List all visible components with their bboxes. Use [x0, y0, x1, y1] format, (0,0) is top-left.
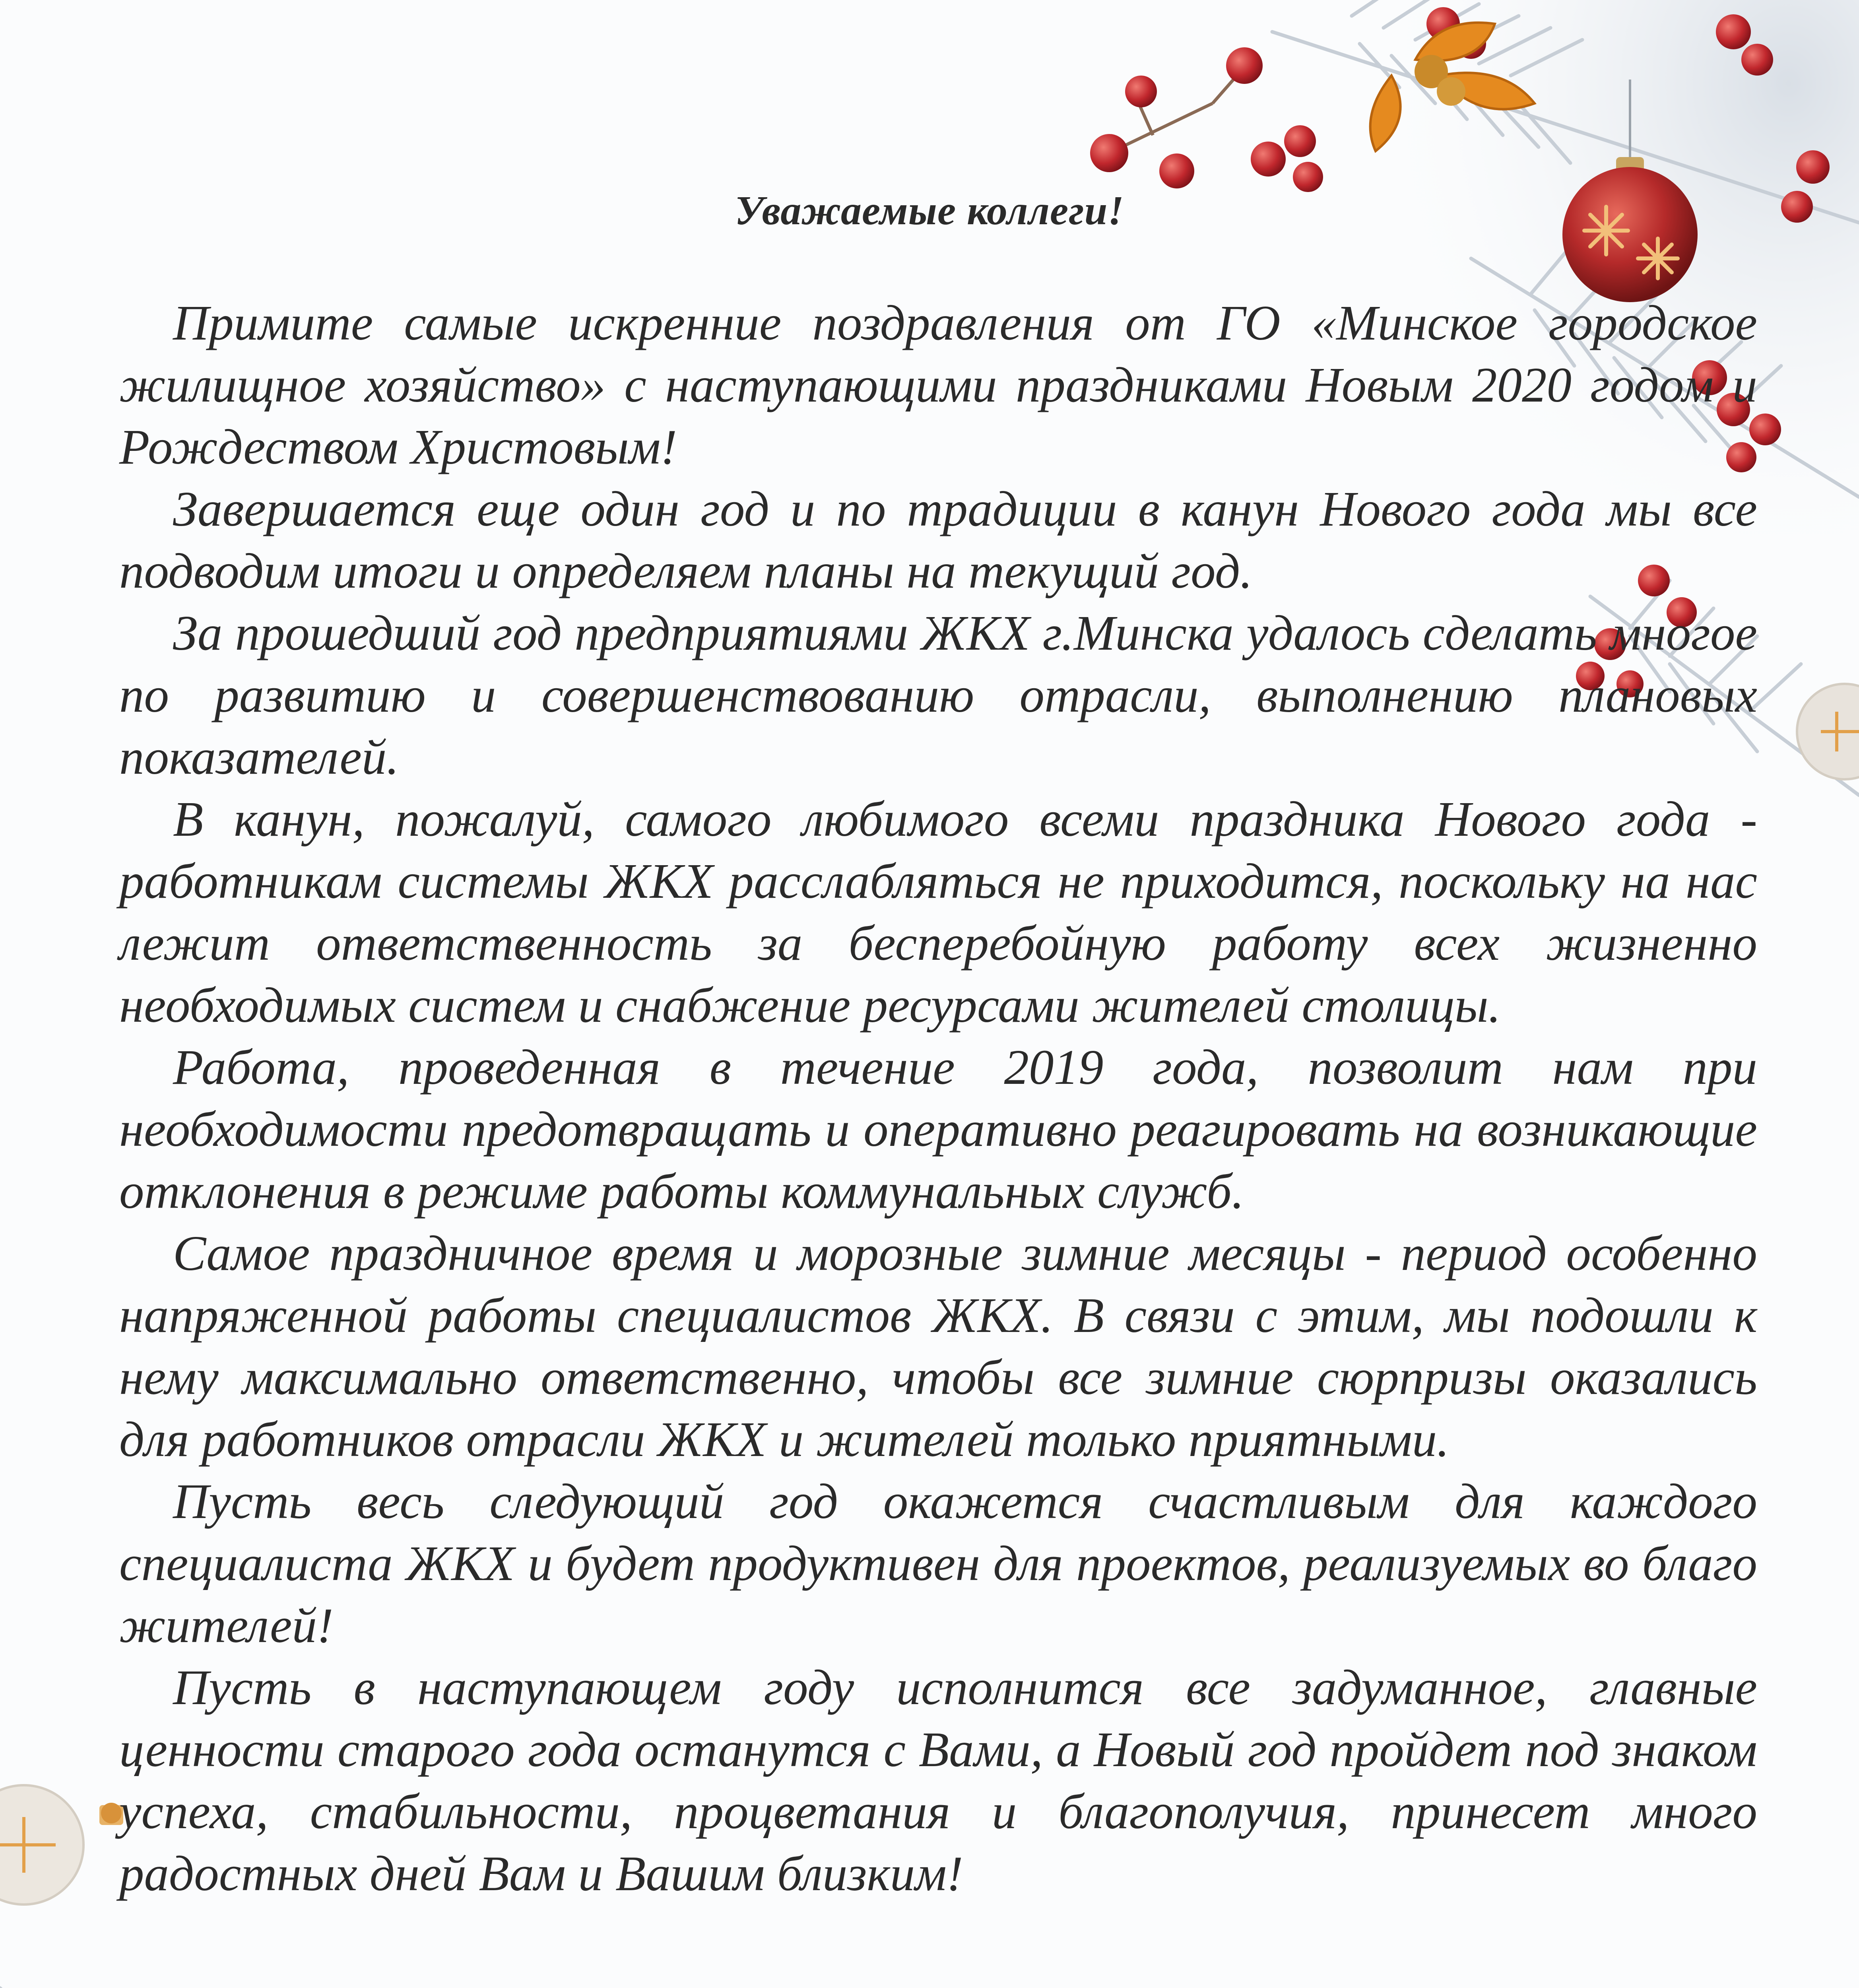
paragraph-2: Завершается еще один год и по традиции в канун Нового года мы все подводим итоги и определяем планы на текущий год. [119, 482, 1757, 599]
greeting-heading: Уважаемые коллеги! [735, 188, 1124, 233]
paragraph-4: В канун, пожалуй, самого любимого всеми праздника Нового года - работникам системы ЖКХ расслабляться не приходится, поскольку на нас лежит ответственность за бесперебойную работу всех жизненно необходимых систем и снабжение ресурсами жителей столицы. [119, 792, 1757, 1033]
paragraph-1: Примите самые искренние поздравления от ГО «Минское городское жилищное хозяйство» с наступающими праздниками Новым 2020 годом и Рождеством Христовым! [119, 296, 1757, 475]
letter-body [119, 292, 1757, 1905]
paragraph-8: Пусть в наступающем году исполнится все задуманное, главные ценности старого года останутся с Вами, а Новый год пройдет под знаком успеха, стабильности, процветания и благополучия, принесет много радостных дней Вам и Вашим близким! [119, 1660, 1757, 1901]
paragraph-5: Работа, проведенная в течение 2019 года, позволит нам при необходимости предотвращать и оперативно реагировать на возникающие отклонения в режиме работы коммунальных служб. [119, 1040, 1757, 1219]
paragraph-7: Пусть весь следующий год окажется счастливым для каждого специалиста ЖКХ и будет продуктивен для проектов, реализуемых во благо жителей! [119, 1474, 1757, 1653]
paragraph-3: За прошедший год предприятиями ЖКХ г.Минска удалось сделать многое по развитию и совершенствованию отрасли, выполнению плановых показателей. [119, 606, 1757, 785]
paragraph-6: Самое праздничное время и морозные зимние месяцы - период особенно напряженной работы специалистов ЖКХ. В связи с этим, мы подошли к нему максимально ответственно, чтобы все зимние сюрпризы оказались для работников отрасли ЖКХ и жителей только приятными. [119, 1226, 1757, 1467]
